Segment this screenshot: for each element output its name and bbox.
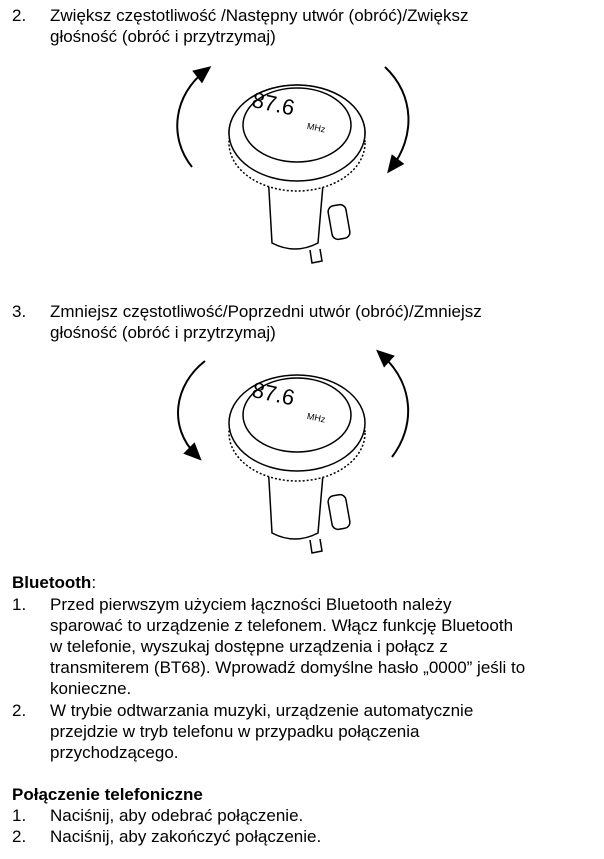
frequency-unit: MHz — [306, 410, 327, 425]
list-item-line: sparować to urządzenie z telefonem. Włącz funkcję Bluetooth — [50, 616, 514, 635]
device-illustration-increase — [160, 55, 430, 270]
step-number: 3. — [12, 302, 27, 321]
heading-text: Bluetooth — [12, 573, 92, 592]
list-item-line: Naciśnij, aby odebrać połączenie. — [50, 806, 304, 825]
list-item-line: W trybie odtwarzania muzyki, urządzenie automatycznie — [50, 701, 474, 720]
rotate-arrow-icon — [385, 67, 408, 167]
device-illustration-decrease — [160, 345, 430, 560]
list-item-line: Przed pierwszym użyciem łączności Bluetooth należy — [50, 595, 452, 614]
list-number: 2. — [12, 701, 27, 720]
list-number: 2. — [12, 827, 27, 846]
list-item-line: transmiterem (BT68). Wprowadź domyślne hasło „0000” jeśli to — [50, 658, 526, 677]
list-item-line: konieczne. — [50, 679, 132, 698]
step-instruction-line: głośność (obróć i przytrzymaj) — [50, 323, 276, 342]
list-item-line: Naciśnij, aby zakończyć połączenie. — [50, 827, 322, 846]
rotate-arrow-icon — [177, 71, 205, 167]
heading-colon: : — [91, 573, 97, 592]
frequency-display: 87.6 — [249, 87, 297, 121]
rotate-arrow-icon — [178, 361, 205, 455]
list-number: 1. — [12, 806, 27, 825]
step-instruction-line: Zmniejsz częstotliwość/Poprzedni utwór (obróć)/Zmniejsz — [50, 302, 482, 321]
section-heading-bluetooth — [12, 572, 96, 593]
section-heading-phone-call: Połączenie telefoniczne — [12, 785, 203, 804]
rotate-arrow-icon — [382, 355, 408, 457]
frequency-unit: MHz — [306, 120, 327, 135]
list-item-line: w telefonie, wyszukaj dostępne urządzenia i połącz z — [50, 637, 448, 656]
frequency-display: 87.6 — [249, 377, 297, 411]
step-instruction-line: głośność (obróć i przytrzymaj) — [50, 27, 276, 46]
list-item-line: przychodzącego. — [50, 743, 179, 762]
step-number: 2. — [12, 6, 27, 25]
list-number: 1. — [12, 595, 27, 614]
list-item-line: przejdzie w tryb telefonu w przypadku połączenia — [50, 722, 420, 741]
step-instruction-line: Zwiększ częstotliwość /Następny utwór (obróć)/Zwiększ — [50, 6, 469, 25]
